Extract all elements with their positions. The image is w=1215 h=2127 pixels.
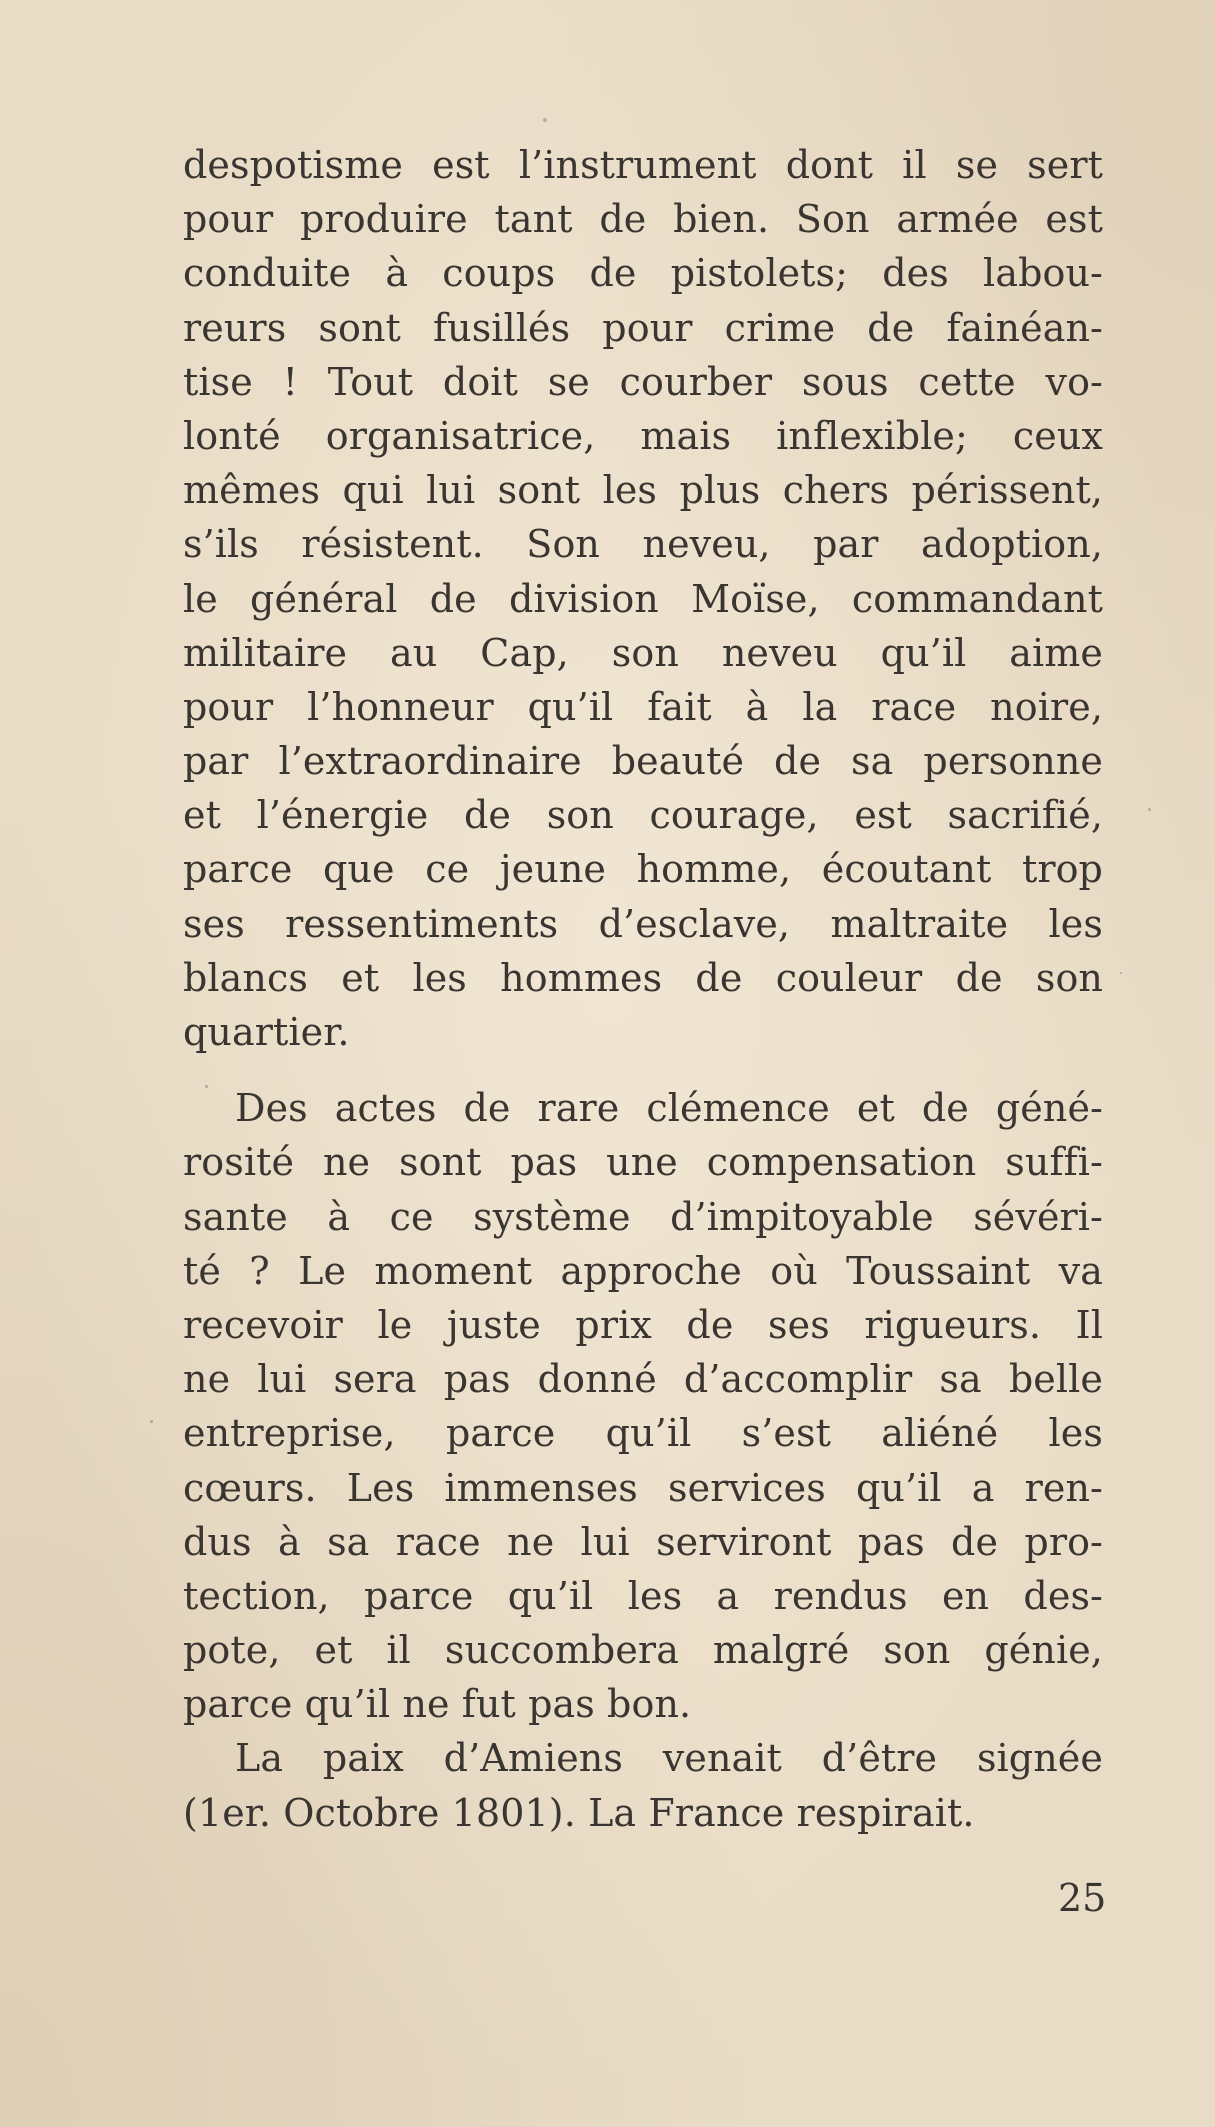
paper-speck — [543, 118, 547, 122]
paragraph — [183, 138, 1103, 1059]
text-line: sante à ce système d’impitoyable sévéri- — [183, 1194, 1103, 1239]
paper-speck — [1148, 808, 1151, 811]
text-line: blancs et les hommes de couleur de son — [183, 955, 1103, 1000]
text-line: et l’énergie de son courage, est sacrifié, — [183, 793, 1103, 838]
text-line: tection, parce qu’il les a rendus en des- — [183, 1573, 1103, 1618]
text-line: (1er. Octobre 1801). La France respirait. — [183, 1790, 975, 1835]
text-line: conduite à coups de pistolets; des labou- — [183, 251, 1103, 296]
paragraph — [183, 1731, 1103, 1839]
paragraph — [183, 1081, 1103, 1731]
text-line: pour produire tant de bien. Son armée est — [183, 197, 1103, 242]
text-line: Des actes de rare clémence et de géné- — [235, 1086, 1103, 1131]
text-line: pote, et il succombera malgré son génie, — [183, 1628, 1103, 1673]
text-line: parce que ce jeune homme, écoutant trop — [183, 847, 1103, 892]
text-line: ne lui sera pas donné d’accomplir sa belle — [183, 1357, 1103, 1402]
body-text — [183, 138, 1103, 1840]
text-line: ses ressentiments d’esclave, maltraite les — [183, 901, 1103, 946]
text-line: La paix d’Amiens venait d’être signée — [235, 1736, 1103, 1781]
text-line: le général de division Moïse, commandant — [183, 576, 1103, 621]
text-line: cœurs. Les immenses services qu’il a ren- — [183, 1465, 1103, 1510]
text-line: tise ! Tout doit se courber sous cette vo- — [183, 359, 1103, 404]
text-line: quartier. — [183, 1010, 350, 1054]
text-line: entreprise, parce qu’il s’est aliéné les — [183, 1411, 1103, 1456]
text-line: pour l’honneur qu’il fait à la race noire, — [183, 684, 1103, 729]
text-line: mêmes qui lui sont les plus chers périssent, — [183, 468, 1103, 513]
text-line: recevoir le juste prix de ses rigueurs. Il — [183, 1302, 1103, 1347]
text-line: dus à sa race ne lui serviront pas de pro- — [183, 1519, 1103, 1564]
paper-speck — [205, 1085, 208, 1088]
page-number: 25 — [1058, 1876, 1107, 1920]
text-line: reurs sont fusillés pour crime de fainéan- — [183, 305, 1103, 350]
text-line: rosité ne sont pas une compensation suffi- — [183, 1140, 1103, 1185]
text-line: té ? Le moment approche où Toussaint va — [183, 1248, 1103, 1293]
text-line: par l’extraordinaire beauté de sa personne — [183, 739, 1103, 784]
paper-speck — [150, 1420, 153, 1423]
text-line: militaire au Cap, son neveu qu’il aime — [183, 630, 1103, 675]
text-line: lonté organisatrice, mais inflexible; ceux — [183, 413, 1103, 458]
paper-speck — [1120, 972, 1122, 974]
text-line: despotisme est l’instrument dont il se sert — [183, 143, 1103, 187]
paragraph-gap — [183, 1059, 1103, 1081]
text-line: parce qu’il ne fut pas bon. — [183, 1682, 692, 1727]
text-line: s’ils résistent. Son neveu, par adoption, — [183, 522, 1103, 567]
